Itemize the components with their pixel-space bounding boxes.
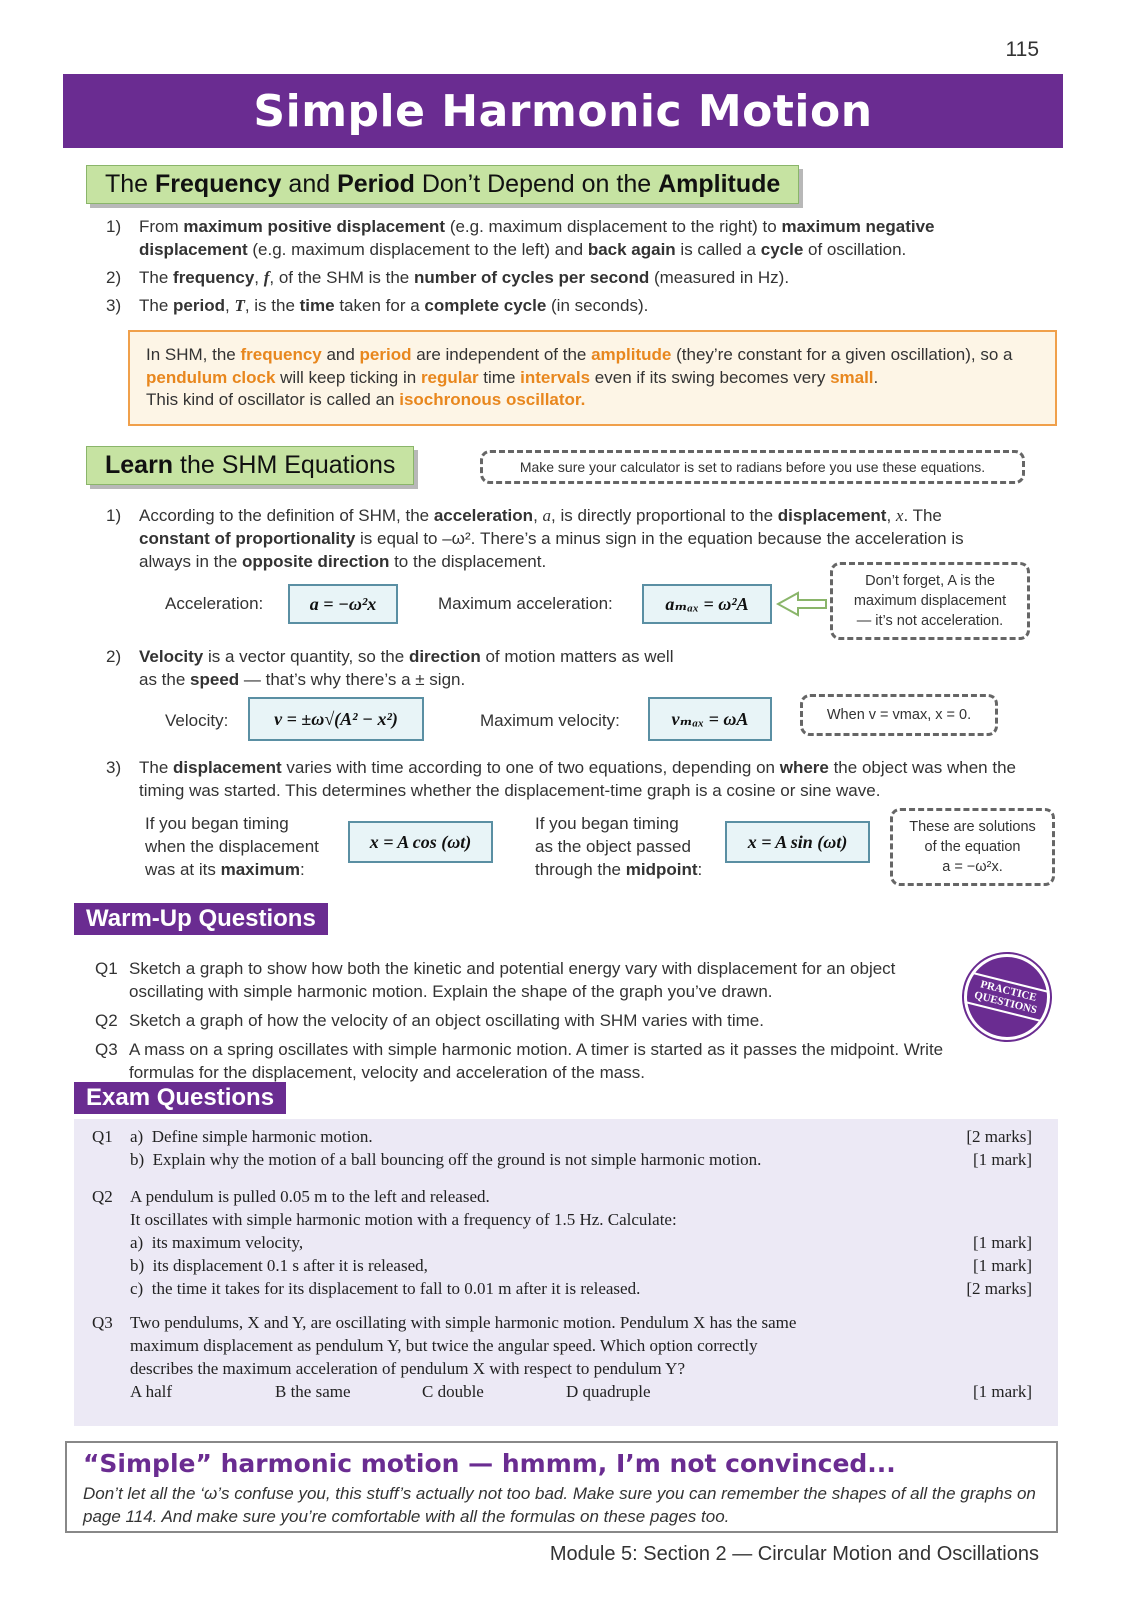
text-segment: Velocity bbox=[139, 647, 204, 666]
text-segment: The bbox=[139, 758, 174, 777]
page-number: 115 bbox=[1005, 38, 1039, 61]
heading-text: Frequency bbox=[155, 170, 282, 198]
text-segment: (e.g. maximum displacement to the left) and bbox=[247, 240, 588, 259]
note-line: Don’t forget, A is the bbox=[865, 573, 995, 589]
condition-line: was at its bbox=[145, 860, 221, 879]
question-number: Q3 bbox=[95, 1040, 118, 1059]
text-segment: , bbox=[254, 268, 264, 287]
heading-text: Amplitude bbox=[658, 170, 781, 198]
text-segment: even if its swing becomes very bbox=[590, 367, 831, 387]
text-segment: , is the bbox=[244, 296, 300, 315]
text-segment: is equal to –ω². There’s a minus sign in the equation because the acceleration is always in the bbox=[139, 529, 964, 571]
velocity-equation: v = ±ω√(A² − x²) bbox=[248, 697, 424, 741]
text-segment: x bbox=[895, 506, 904, 525]
condition-line: If you began timing bbox=[145, 814, 289, 833]
text-segment: The bbox=[139, 296, 174, 315]
warmup-question bbox=[95, 1038, 965, 1084]
text-segment: a bbox=[542, 506, 552, 525]
calculator-note: Make sure your calculator is set to radians before you use these equations. bbox=[480, 450, 1025, 484]
text-segment: This kind of oscillator is called an bbox=[146, 390, 400, 409]
stamp-text: PRACTICE QUESTIONS bbox=[964, 972, 1049, 1022]
text-segment: acceleration bbox=[433, 506, 534, 525]
part-label: a) bbox=[130, 1233, 144, 1252]
part-text: Explain why the motion of a ball bouncing off the ground is not simple harmonic motion. bbox=[152, 1150, 762, 1169]
text-segment: opposite direction bbox=[242, 552, 390, 571]
item-number: 1) bbox=[106, 506, 122, 525]
sine-equation: x = A sin (ωt) bbox=[725, 821, 870, 863]
list-item bbox=[106, 294, 976, 317]
text-segment: , bbox=[224, 296, 235, 315]
cosine-condition: If you began timing when the displacement was at its maximum: bbox=[145, 814, 319, 879]
text-segment: varies with time according to one of two equations, depending on bbox=[281, 758, 780, 777]
list-item bbox=[106, 215, 976, 261]
text-segment: small bbox=[830, 367, 874, 387]
text-segment: , of the SHM is the bbox=[269, 268, 414, 287]
item-number: 2) bbox=[106, 268, 122, 287]
question-text: maximum displacement as pendulum Y, but twice the angular speed. Which option correctly bbox=[130, 1336, 758, 1355]
condition-keyword: midpoint bbox=[625, 860, 698, 879]
max-acceleration-equation: aₘₐₓ = ω²A bbox=[642, 584, 772, 624]
part-text: its displacement 0.1 s after it is released, bbox=[152, 1256, 428, 1275]
section-heading-frequency bbox=[86, 165, 799, 204]
heading-text: The bbox=[105, 170, 156, 198]
item-text bbox=[139, 756, 1026, 802]
question-text: Sketch a graph to show how both the kinetic and potential energy vary with displacement for an object oscillating with simple harmonic motion. Explain the shape of the graph you’ve drawn. bbox=[129, 959, 896, 1001]
section-heading-shm-equations bbox=[86, 446, 414, 485]
text-segment: (e.g. maximum displacement to the right) to bbox=[445, 217, 782, 236]
note-line: of the equation bbox=[924, 839, 1021, 855]
text-segment: , is directly proportional to the bbox=[551, 506, 778, 525]
exam-part bbox=[130, 1254, 1032, 1277]
condition-keyword: maximum bbox=[220, 860, 300, 879]
text-segment: . The bbox=[903, 506, 942, 525]
acceleration-label: Acceleration: bbox=[165, 594, 264, 613]
module-footer: Module 5: Section 2 — Circular Motion and Oscillations bbox=[549, 1543, 1039, 1565]
question-text: A pendulum is pulled 0.05 m to the left and released. bbox=[130, 1187, 490, 1206]
question-text: describes the maximum acceleration of pendulum X with respect to pendulum Y? bbox=[130, 1359, 686, 1378]
heading-text: the SHM Equations bbox=[173, 451, 396, 479]
acceleration-equation: a = −ω²x bbox=[288, 584, 398, 624]
question-number: Q3 bbox=[92, 1313, 113, 1332]
text-segment: From bbox=[139, 217, 184, 236]
exam-question-1 bbox=[92, 1125, 1032, 1171]
list-item bbox=[106, 266, 976, 289]
text-segment: taken for a bbox=[334, 296, 425, 315]
item-number: 3) bbox=[106, 758, 122, 777]
velocity-note: When v = vmax, x = 0. bbox=[800, 694, 998, 736]
text-segment: The bbox=[139, 268, 174, 287]
text-segment: and bbox=[321, 345, 360, 364]
condition-line: through the bbox=[535, 860, 626, 879]
text-segment: f bbox=[263, 268, 270, 287]
part-text: the time it takes for its displacement to fall to 0.01 m after it is released. bbox=[151, 1279, 641, 1298]
text-segment: is a vector quantity, so the bbox=[203, 647, 409, 666]
text-segment: amplitude bbox=[591, 345, 672, 364]
practice-questions-stamp bbox=[955, 945, 1059, 1049]
velocity-label: Velocity: bbox=[165, 711, 229, 730]
cosine-equation: x = A cos (ωt) bbox=[348, 821, 493, 863]
part-marks: [1 mark] bbox=[972, 1233, 1032, 1252]
note-line: These are solutions bbox=[909, 819, 1036, 835]
text-segment: speed bbox=[190, 670, 240, 689]
part-text: Define simple harmonic motion. bbox=[151, 1127, 373, 1146]
isochronous-note-box bbox=[128, 330, 1057, 426]
text-segment: T bbox=[234, 296, 245, 315]
item-text bbox=[139, 215, 976, 261]
exam-part bbox=[130, 1231, 1032, 1254]
item-text bbox=[139, 645, 686, 691]
text-segment: intervals bbox=[520, 367, 591, 387]
note-line: — it’s not acceleration. bbox=[856, 613, 1004, 629]
sine-condition: If you began timing as the object passed through the midpoint: bbox=[535, 814, 703, 879]
part-marks: [2 marks] bbox=[966, 1127, 1032, 1146]
question-number: Q2 bbox=[92, 1187, 113, 1206]
question-number: Q2 bbox=[95, 1011, 118, 1030]
question-text: It oscillates with simple harmonic motion with a frequency of 1.5 Hz. Calculate: bbox=[130, 1210, 677, 1229]
part-text: its maximum velocity, bbox=[151, 1233, 304, 1252]
text-segment: , bbox=[886, 506, 896, 525]
item-number: 1) bbox=[106, 217, 122, 236]
arrow-left-icon bbox=[776, 590, 828, 618]
text-segment: (they’re constant for a given oscillation), so a bbox=[671, 345, 1013, 364]
text-segment: isochronous oscillator. bbox=[399, 390, 586, 409]
text-segment: to the displacement. bbox=[389, 552, 547, 571]
part-marks: [1 mark] bbox=[972, 1382, 1032, 1401]
part-marks: [1 mark] bbox=[972, 1150, 1032, 1169]
text-segment: frequency bbox=[240, 345, 322, 364]
question-number: Q1 bbox=[95, 959, 118, 978]
condition-line: as the object passed bbox=[535, 837, 691, 856]
text-segment: is called a bbox=[675, 240, 761, 259]
text-segment: number of cycles per second bbox=[413, 268, 650, 287]
summary-body: Don’t let all the ‘ω’s confuse you, this stuff’s actually not too bad. Make sure you can remember the shapes of all the graphs on page 114. And make sure you’re comfortable with all the formulas on these pages too. bbox=[83, 1484, 1036, 1526]
part-label: c) bbox=[130, 1279, 144, 1298]
summary-box bbox=[65, 1441, 1058, 1533]
shm-item-displacement bbox=[106, 756, 1026, 802]
max-velocity-label: Maximum velocity: bbox=[480, 711, 620, 730]
warmup-questions bbox=[95, 957, 965, 1090]
text-segment: maximum positive displacement bbox=[183, 217, 446, 236]
text-segment: time bbox=[299, 296, 335, 315]
part-marks: [2 marks] bbox=[966, 1279, 1032, 1298]
amplitude-note bbox=[830, 562, 1030, 640]
text-segment: of motion matters as well as the bbox=[139, 647, 674, 689]
frequency-list bbox=[106, 215, 976, 317]
text-segment: of oscillation. bbox=[803, 240, 907, 259]
text-segment: period bbox=[359, 345, 412, 364]
item-number: 2) bbox=[106, 647, 122, 666]
text-segment: displacement bbox=[173, 758, 282, 777]
text-segment: the object was when the timing was started. This determines whether the displacement-time graph is a cosine or sine wave. bbox=[139, 758, 1016, 800]
warmup-question bbox=[95, 957, 965, 1003]
answer-options bbox=[130, 1380, 1032, 1403]
text-segment: , bbox=[533, 506, 543, 525]
solutions-note bbox=[890, 808, 1055, 886]
exam-question-2 bbox=[92, 1185, 1032, 1300]
text-segment: In SHM, the bbox=[146, 345, 241, 364]
text-segment: frequency bbox=[173, 268, 255, 287]
condition-line: when the displacement bbox=[145, 837, 319, 856]
heading-text: and bbox=[281, 170, 338, 198]
text-segment: will keep ticking in bbox=[275, 367, 421, 387]
note-line: maximum displacement bbox=[853, 593, 1007, 609]
exam-question-3 bbox=[92, 1311, 1032, 1403]
exam-heading: Exam Questions bbox=[74, 1082, 286, 1114]
text-segment: — that’s why there’s a ± sign. bbox=[239, 670, 466, 689]
text-segment: direction bbox=[408, 647, 481, 666]
text-segment: back again bbox=[587, 240, 676, 259]
summary-heading: “Simple” harmonic motion — hmmm, I’m not convinced... bbox=[83, 1449, 896, 1478]
text-segment: where bbox=[779, 758, 829, 777]
max-acceleration-label: Maximum acceleration: bbox=[438, 594, 613, 613]
heading-text: Period bbox=[337, 170, 415, 198]
text-segment: pendulum clock bbox=[146, 367, 276, 387]
warmup-heading: Warm-Up Questions bbox=[74, 903, 328, 935]
exam-part bbox=[130, 1148, 1032, 1171]
text-segment: regular bbox=[420, 367, 479, 387]
question-text: A mass on a spring oscillates with simple harmonic motion. A timer is started as it passes the midpoint. Write formulas for the displacement, velocity and acceleration of the mass. bbox=[129, 1040, 944, 1082]
part-label: b) bbox=[130, 1150, 145, 1169]
part-label: a) bbox=[130, 1127, 144, 1146]
exam-part bbox=[130, 1277, 1032, 1300]
text-segment: period bbox=[173, 296, 225, 315]
text-segment: cycle bbox=[760, 240, 804, 259]
page-title: Simple Harmonic Motion bbox=[253, 85, 873, 137]
item-text bbox=[139, 294, 976, 317]
text-segment: constant of proportionality bbox=[139, 529, 356, 548]
exam-part bbox=[130, 1125, 1032, 1148]
heading-text: Learn bbox=[105, 451, 174, 479]
part-label: b) bbox=[130, 1256, 145, 1275]
text-segment: time bbox=[478, 367, 521, 387]
max-velocity-equation: vₘₐₓ = ωA bbox=[648, 697, 772, 741]
text-segment: complete cycle bbox=[424, 296, 547, 315]
text-segment: displacement bbox=[777, 506, 887, 525]
exam-questions-box bbox=[74, 1119, 1058, 1426]
answer-option: C double bbox=[422, 1382, 484, 1401]
item-text bbox=[139, 266, 976, 289]
question-text: Two pendulums, X and Y, are oscillating with simple harmonic motion. Pendulum X has the same bbox=[130, 1313, 797, 1332]
shm-item-velocity bbox=[106, 645, 686, 691]
heading-text: Don’t Depend on the bbox=[414, 170, 659, 198]
text-segment: (in seconds). bbox=[546, 296, 649, 315]
title-banner bbox=[63, 74, 1063, 148]
question-number: Q1 bbox=[92, 1127, 113, 1146]
warmup-question bbox=[95, 1009, 965, 1032]
answer-option: A half bbox=[130, 1382, 173, 1401]
text-segment: are independent of the bbox=[411, 345, 592, 364]
text-segment: . bbox=[873, 367, 879, 387]
item-number: 3) bbox=[106, 296, 122, 315]
condition-line: If you began timing bbox=[535, 814, 679, 833]
answer-option: B the same bbox=[275, 1382, 351, 1401]
text-segment: maximum negative displacement bbox=[139, 217, 935, 259]
text-segment: (measured in Hz). bbox=[649, 268, 790, 287]
text-segment: According to the definition of SHM, the bbox=[139, 506, 434, 525]
question-text: Sketch a graph of how the velocity of an object oscillating with SHM varies with time. bbox=[129, 1011, 764, 1030]
part-marks: [1 mark] bbox=[972, 1256, 1032, 1275]
answer-option: D quadruple bbox=[566, 1382, 651, 1401]
note-line: a = −ω²x. bbox=[942, 859, 1003, 875]
